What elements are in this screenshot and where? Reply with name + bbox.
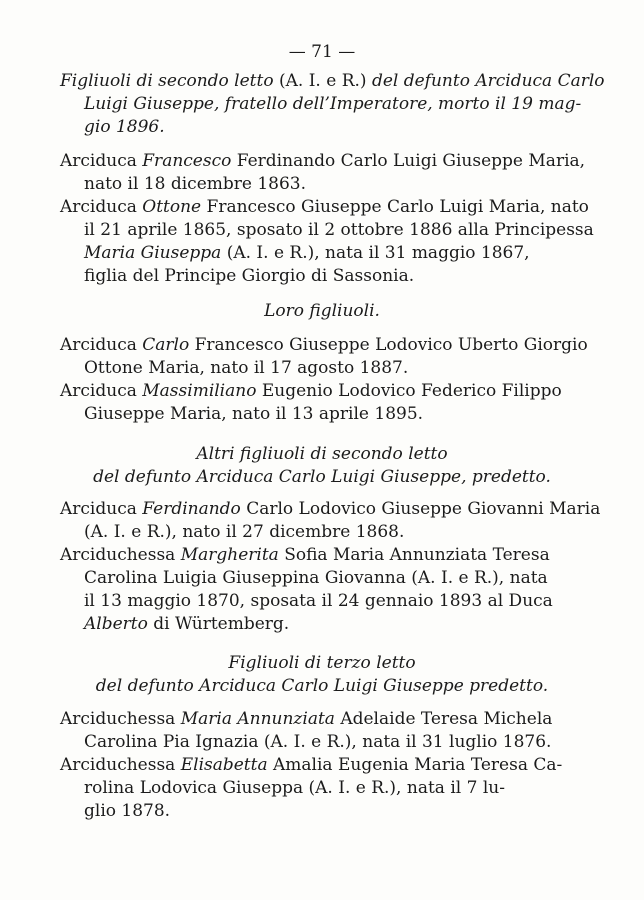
text-line [60,265,558,288]
text-line [60,544,558,567]
section-heading [60,70,605,139]
entry-maria-annunziata [60,708,558,754]
italic-name: Maria Annunziata [180,709,335,729]
text-span: (A. I. e R.), nato il 27 dicembre 1868. [84,522,405,542]
italic-name: Elisabetta [180,755,268,775]
text-span: Arciduchessa [60,545,181,565]
text-span: Francesco Giuseppe Lodovico Uberto Giorgio [189,335,588,355]
page-number: — 71 — [288,42,356,62]
text-line [60,708,558,731]
subheading-terzo-line2: del defunto Arciduca Carlo Luigi Giuseppe predetto. [95,676,549,696]
text-line [60,357,558,380]
text-span: Carolina Pia Ignazia (A. I. e R.), nata il 31 luglio 1876. [84,732,552,752]
text-span: Arciduca [60,499,143,519]
text-span: il 13 maggio 1870, sposata il 24 gennaio 1893 al Duca [84,591,553,611]
entry-francesco [60,150,586,196]
italic-name: Massimiliano [142,381,257,401]
text-line [60,116,558,139]
text-span: Arciduca [60,381,143,401]
italic-name: Luigi Giuseppe, fratello dell’Imperatore, morto il 19 mag- [84,94,582,114]
text-span: nato il 18 dicembre 1863. [84,174,307,194]
text-line [60,521,558,544]
text-span: Arciduca [60,197,143,217]
text-line [60,150,586,173]
text-span: Arciduca [60,335,143,355]
text-span: Arciduchessa [60,709,181,729]
entry-ferdinando [60,498,601,544]
text-span: glio 1878. [84,801,171,821]
text-span: Francesco Giuseppe Carlo Luigi Maria, nato [201,197,589,217]
subheading-terzo-line1: Figliuoli di terzo letto [228,653,416,673]
italic-name: Ottone [142,197,202,217]
entry-ottone [60,196,594,288]
entry-elisabetta [60,754,563,823]
italic-name: Margherita [180,545,279,565]
text-span: Sofia Maria Annunziata Teresa [278,545,550,565]
text-span: (A. I. e R.) [273,71,372,91]
text-span: Ferdinando Carlo Luigi Giuseppe Maria, [231,151,586,171]
italic-name: gio 1896. [84,117,165,137]
text-line [60,334,588,357]
subheading-loro-figliuoli: Loro figliuoli. [264,301,380,321]
text-span: di Würtemberg. [147,614,290,634]
text-line [60,380,562,403]
text-span: (A. I. e R.), nata il 31 maggio 1867, [221,243,530,263]
text-line [60,196,589,219]
italic-name: Francesco [142,151,232,171]
text-line [60,219,594,242]
text-line [60,731,558,754]
text-line [60,93,582,116]
text-line [60,567,558,590]
text-line [60,754,563,777]
italic-name: Figliuoli di secondo letto [60,71,274,91]
text-span: Carolina Luigia Giuseppina Giovanna (A. I. e R.), nata [84,568,548,588]
text-span: il 21 aprile 1865, sposato il 2 ottobre 1886 alla Principessa [84,220,594,240]
text-span: Ottone Maria, nato il 17 agosto 1887. [84,358,409,378]
text-span: Giuseppe Maria, nato il 13 aprile 1895. [84,404,424,424]
text-span: Arciduca [60,151,143,171]
subheading-altri-line1: Altri figliuoli di secondo letto [196,444,448,464]
text-span: rolina Lodovica Giuseppa (A. I. e R.), nata il 7 lu- [84,778,505,798]
text-line [60,800,558,823]
text-line [60,613,558,636]
text-line [60,173,558,196]
text-span: Adelaide Teresa Michela [334,709,553,729]
entry-carlo [60,334,588,380]
text-span: Carlo Lodovico Giuseppe Giovanni Maria [240,499,601,519]
text-line [60,590,558,613]
text-span: Amalia Eugenia Maria Teresa Ca- [267,755,563,775]
text-line [60,70,605,93]
text-span: Arciduchessa [60,755,181,775]
italic-name: Ferdinando [142,499,241,519]
text-span: figlia del Principe Giorgio di Sassonia. [84,266,415,286]
entry-margherita [60,544,558,636]
italic-name: Carlo [142,335,190,355]
text-line [60,403,558,426]
italic-name: Alberto [84,614,148,634]
subheading-altri-line2: del defunto Arciduca Carlo Luigi Giuseppe, predetto. [93,467,551,487]
italic-name: del defunto Arciduca Carlo [371,71,605,91]
text-line [60,498,601,521]
text-line [60,242,558,265]
text-span: Eugenio Lodovico Federico Filippo [256,381,562,401]
text-line [60,777,558,800]
entry-massimiliano [60,380,562,426]
italic-name: Maria Giuseppa [84,243,222,263]
